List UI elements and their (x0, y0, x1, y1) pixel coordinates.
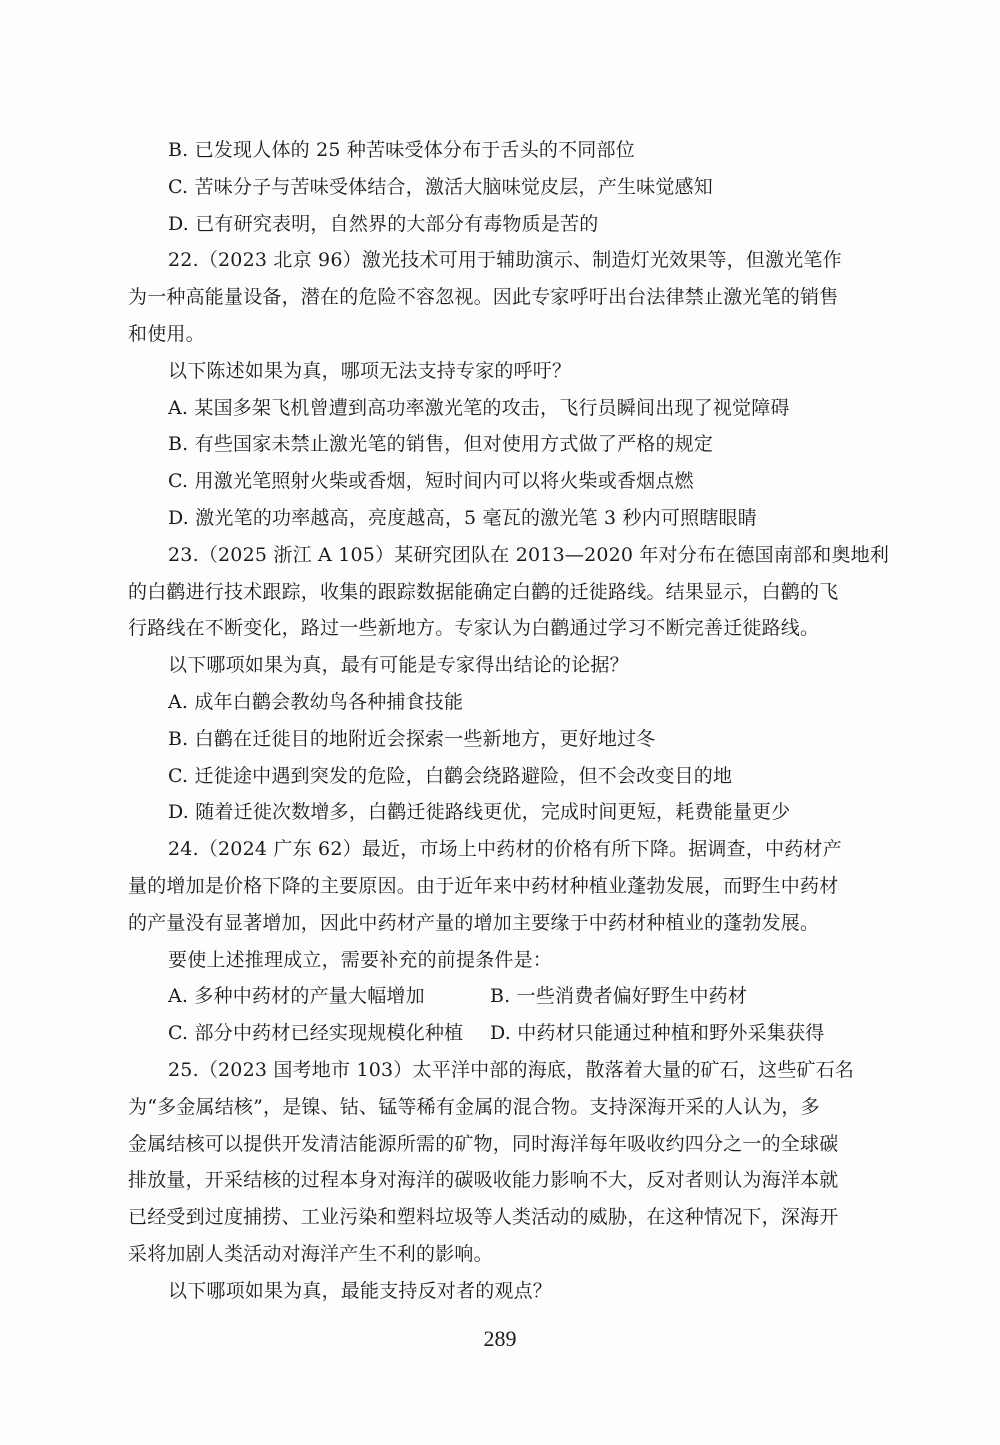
q25-stem-line-3: 金属结核可以提供开发清洁能源所需的矿物，同时海洋每年吸收约四分之一的全球碳 (128, 1132, 839, 1155)
q22-stem-line-2: 为一种高能量设备，潜在的危险不容忽视。因此专家呼吁出台法律禁止激光笔的销售 (128, 286, 839, 309)
page-number: 289 (483, 1326, 517, 1351)
q21-option-b: B. 已发现人体的 25 种苦味受体分布于舌头的不同部位 (168, 139, 635, 161)
page-content (128, 132, 890, 1310)
q22-prompt: 以下陈述如果为真，哪项无法支持专家的呼吁？ (168, 359, 572, 382)
q23-option-d: D. 随着迁徙次数增多，白鹳迁徙路线更优，完成时间更短，耗费能量更少 (168, 801, 791, 824)
q25-stem-line-5: 已经受到过度捕捞、工业污染和塑料垃圾等人类活动的威胁，在这种情况下，深海开 (128, 1206, 839, 1229)
q24-options-row-2 (128, 1015, 868, 1052)
q25-stem-line-6: 采将加剧人类活动对海洋产生不利的影响。 (128, 1242, 493, 1265)
q23-stem-line-2: 的白鹳进行技术跟踪，收集的跟踪数据能确定白鹳的迁徙路线。结果显示，白鹳的飞 (128, 580, 839, 603)
q24-options-row-1 (128, 978, 868, 1015)
q25-stem-line-1: 25.（2023 国考地市 103）太平洋中部的海底，散落着大量的矿石，这些矿石名 (168, 1058, 855, 1081)
q24-option-d: D. 中药材只能通过种植和野外采集获得 (490, 1022, 825, 1045)
q24-option-c: C. 部分中药材已经实现规模化种植 (168, 1022, 464, 1045)
q22-option-a: A. 某国多架飞机曾遭到高功率激光笔的攻击，飞行员瞬间出现了视觉障碍 (168, 396, 790, 419)
q22-option-c: C. 用激光笔照射火柴或香烟，短时间内可以将火柴或香烟点燃 (168, 470, 694, 493)
q24-stem-line-3: 的产量没有显著增加，因此中药材产量的增加主要缘于中药材种植业的蓬勃发展。 (128, 911, 820, 934)
q24-stem-line-2: 量的增加是价格下降的主要原因。由于近年来中药材种植业蓬勃发展，而野生中药材 (128, 874, 839, 897)
q23-option-c: C. 迁徙途中遇到突发的危险，白鹳会绕路避险，但不会改变目的地 (168, 764, 733, 787)
q25-prompt: 以下哪项如果为真，最能支持反对者的观点？ (168, 1279, 553, 1302)
q22-option-d: D. 激光笔的功率越高，亮度越高，5 毫瓦的激光笔 3 秒内可照瞎眼睛 (168, 506, 757, 529)
q22-stem-line-1: 22.（2023 北京 96）激光技术可用于辅助演示、制造灯光效果等，但激光笔作 (168, 249, 842, 272)
q25-stem-line-2: 为“多金属结核”，是镍、钴、锰等稀有金属的混合物。支持深海开采的人认为，多 (128, 1095, 820, 1118)
q23-option-a: A. 成年白鹳会教幼鸟各种捕食技能 (168, 690, 464, 713)
q21-option-c: C. 苦味分子与苦味受体结合，激活大脑味觉皮层，产生味觉感知 (168, 175, 713, 198)
q24-option-a: A. 多种中药材的产量大幅增加 (168, 985, 425, 1008)
q25-stem-line-4: 排放量，开采结核的过程本身对海洋的碳吸收能力影响不大，反对者则认为海洋本就 (128, 1169, 839, 1192)
q23-stem-line-1: 23.（2025 浙江 A 105）某研究团队在 2013—2020 年对分布在德国南部和奥地利 (168, 543, 890, 566)
q23-stem-line-3: 行路线在不断变化，路过一些新地方。专家认为白鹳通过学习不断完善迁徙路线。 (128, 617, 820, 640)
q23-prompt: 以下哪项如果为真，最有可能是专家得出结论的论据？ (168, 654, 629, 677)
q24-stem-line-1: 24.（2024 广东 62）最近，市场上中药材的价格有所下降。据调查，中药材产 (168, 838, 842, 861)
q24-option-b: B. 一些消费者偏好野生中药材 (490, 985, 748, 1008)
q22-stem-line-3: 和使用。 (128, 322, 205, 345)
q23-option-b: B. 白鹳在迁徙目的地附近会探索一些新地方，更好地过冬 (168, 727, 656, 750)
q24-prompt: 要使上述推理成立，需要补充的前提条件是： (168, 948, 553, 971)
q22-option-b: B. 有些国家未禁止激光笔的销售，但对使用方式做了严格的规定 (168, 433, 714, 456)
q21-option-d: D. 已有研究表明，自然界的大部分有毒物质是苦的 (168, 212, 599, 235)
